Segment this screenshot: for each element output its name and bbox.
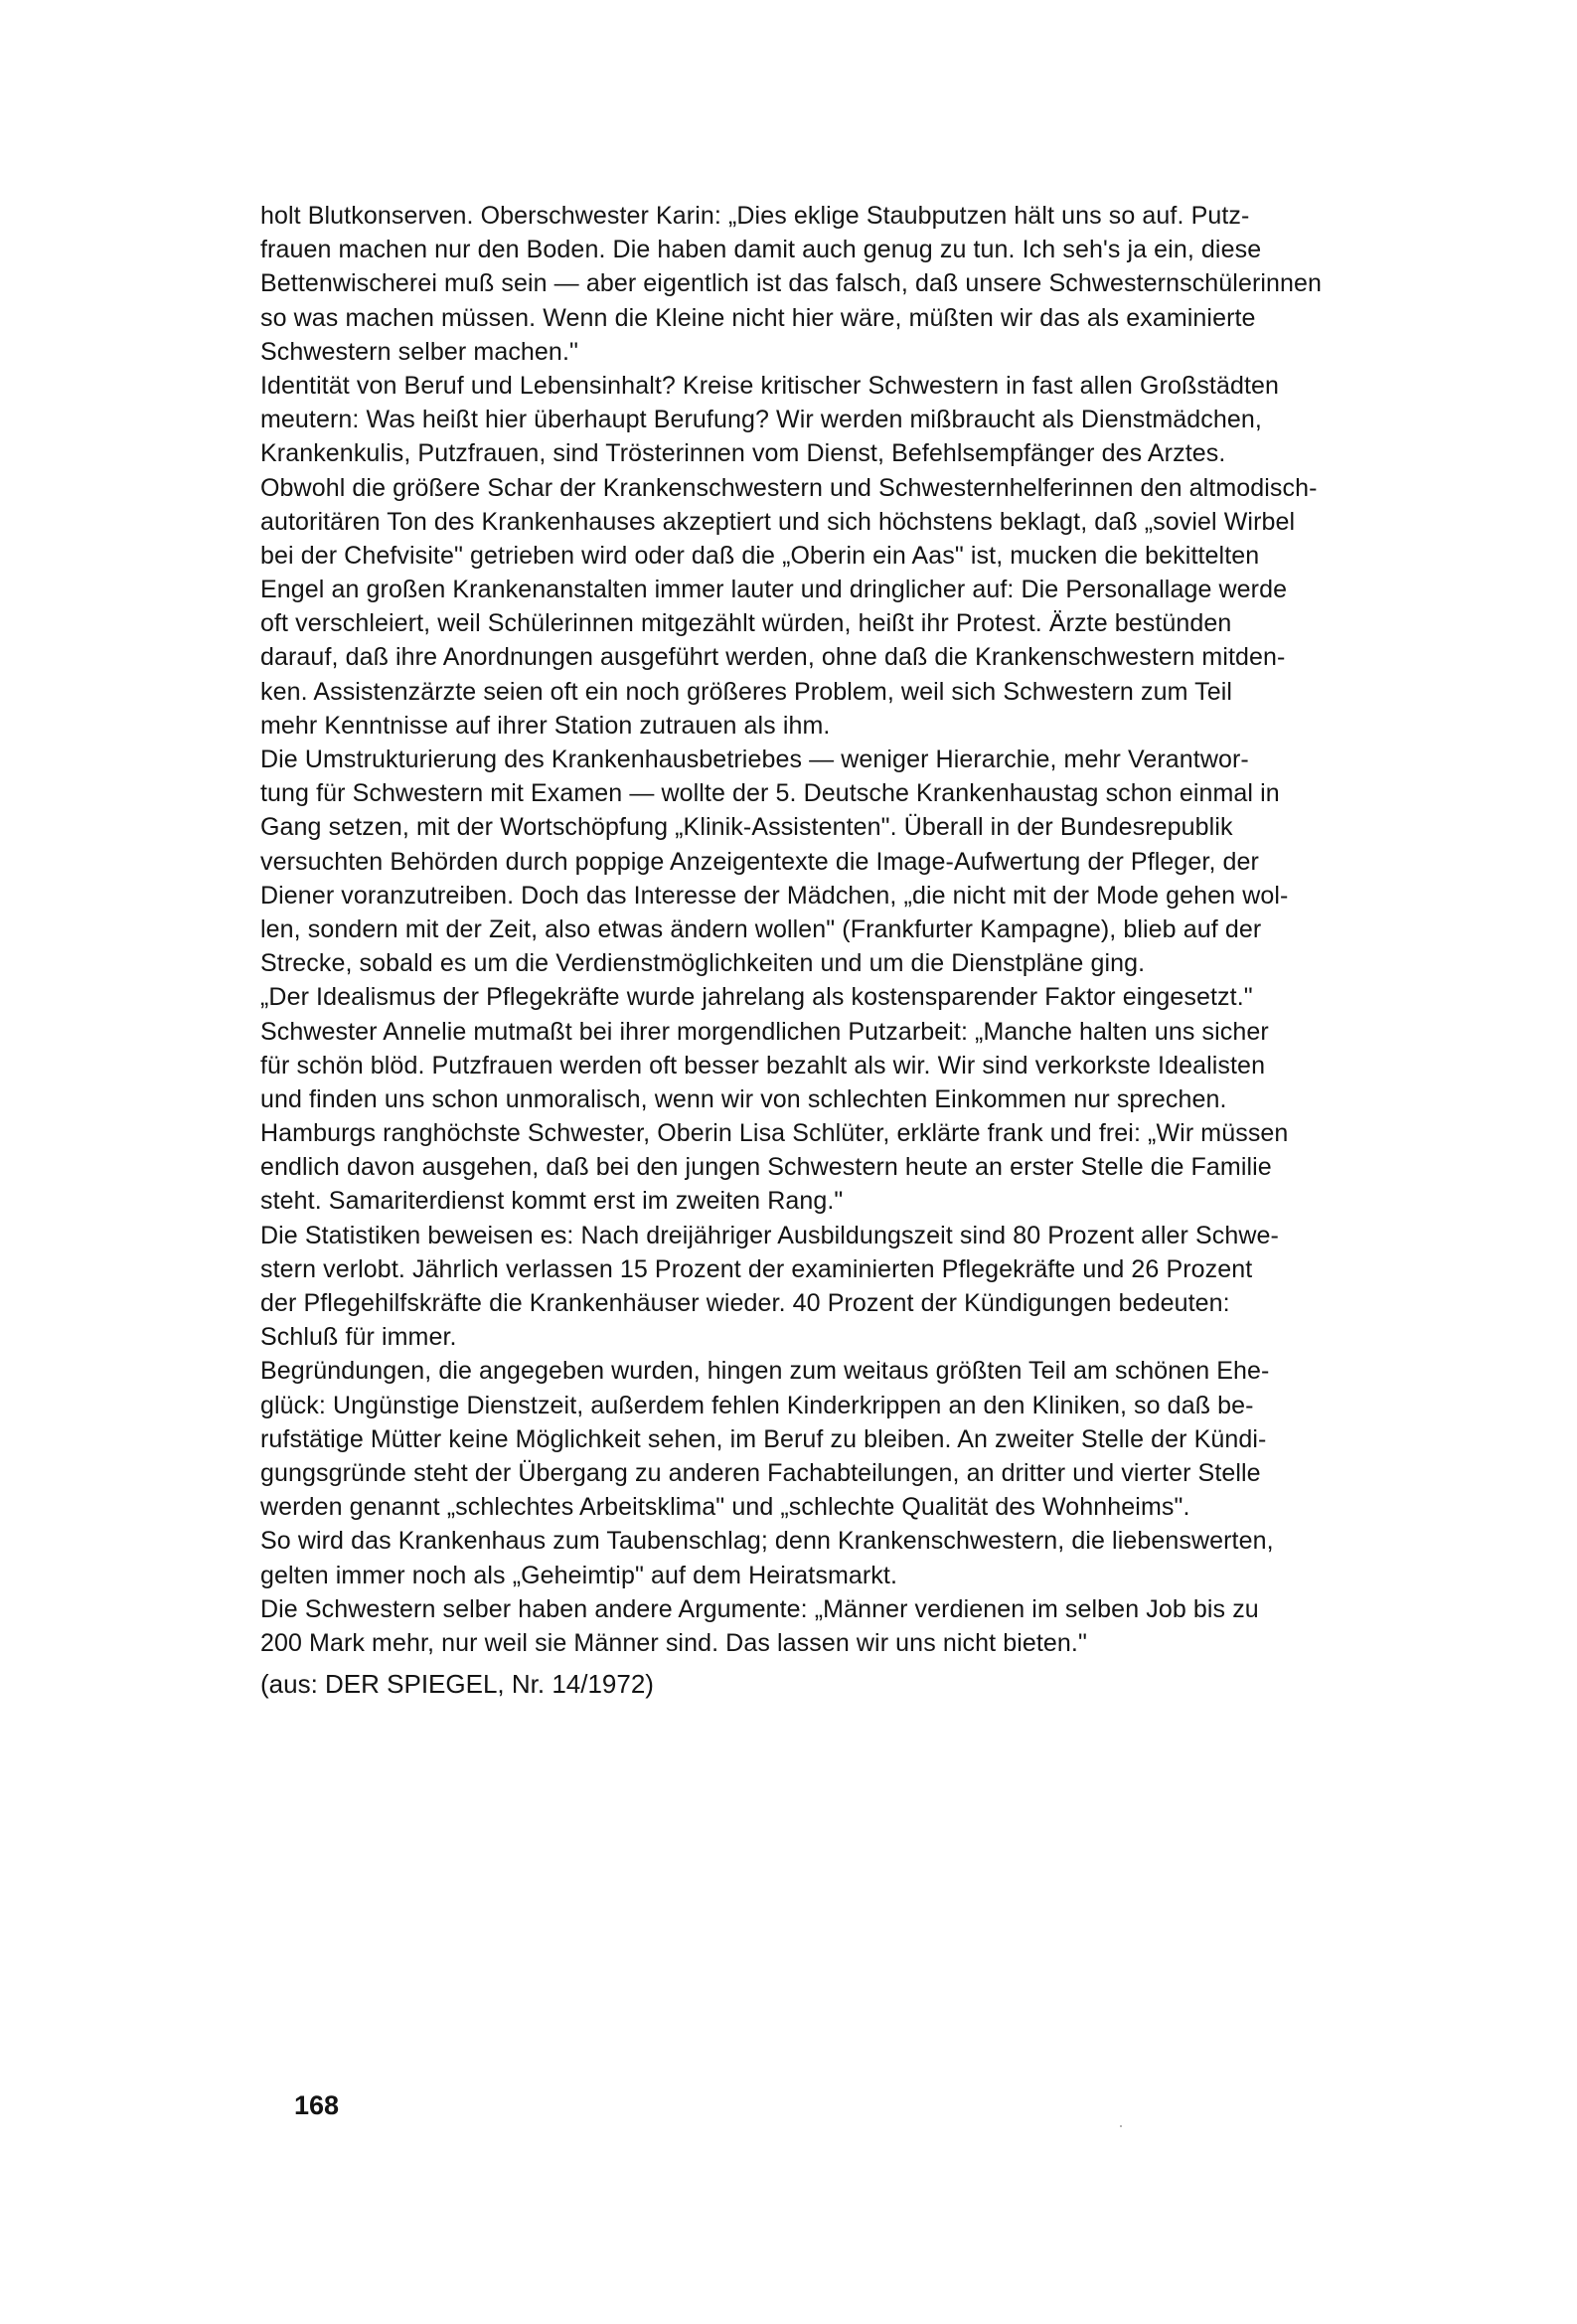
text-line: „Der Idealismus der Pflegekräfte wurde jahrelang als kostensparender Faktor eingesetzt.": [260, 983, 1253, 1012]
text-line: tung für Schwestern mit Examen — wollte der 5. Deutsche Krankenhaustag schon einmal in: [260, 779, 1280, 808]
text-line: der Pflegehilfskräfte die Krankenhäuser wieder. 40 Prozent der Kündigungen bedeuten:: [260, 1289, 1230, 1317]
text-line: so was machen müssen. Wenn die Kleine nicht hier wäre, müßten wir das als examinierte: [260, 303, 1256, 332]
text-line: mehr Kenntnisse auf ihrer Station zutrauen als ihm.: [260, 711, 831, 740]
article-text: [260, 199, 1502, 1702]
text-line: frauen machen nur den Boden. Die haben damit auch genug zu tun. Ich seh's ja ein, diese: [260, 236, 1262, 264]
text-line: Gang setzen, mit der Wortschöpfung „Klinik-Assistenten". Überall in der Bundesrepublik: [260, 813, 1233, 842]
text-line: Diener voranzutreiben. Doch das Interesse der Mädchen, „die nicht mit der Mode gehen wol-: [260, 881, 1289, 910]
source-citation: (aus: DER SPIEGEL, Nr. 14/1972): [260, 1669, 654, 1700]
text-line: Die Schwestern selber haben andere Argumente: „Männer verdienen im selben Job bis zu: [260, 1594, 1259, 1623]
text-line: Begründungen, die angegeben wurden, hingen zum weitaus größten Teil am schönen Ehe-: [260, 1357, 1270, 1386]
text-line: meutern: Was heißt hier überhaupt Berufung? Wir werden mißbraucht als Dienstmädchen,: [260, 406, 1262, 434]
text-line: darauf, daß ihre Anordnungen ausgeführt werden, ohne daß die Krankenschwestern mitden-: [260, 643, 1286, 672]
text-line: autoritären Ton des Krankenhauses akzeptiert und sich höchstens beklagt, daß „soviel Wirbel: [260, 507, 1296, 536]
text-line: So wird das Krankenhaus zum Taubenschlag; denn Krankenschwestern, die liebenswerten,: [260, 1527, 1274, 1556]
text-line: holt Blutkonserven. Oberschwester Karin: „Dies eklige Staubputzen hält uns so auf. Putz-: [260, 202, 1250, 230]
text-line: werden genannt „schlechtes Arbeitsklima" und „schlechte Qualität des Wohnheims".: [260, 1493, 1190, 1522]
text-line: rufstätige Mütter keine Möglichkeit sehen, im Beruf zu bleiben. An zweiter Stelle der Kündi-: [260, 1424, 1267, 1453]
text-line: Schwestern selber machen.": [260, 337, 578, 366]
page-number: 168: [294, 2090, 340, 2120]
text-line: Schwester Annelie mutmaßt bei ihrer morgendlichen Putzarbeit: „Manche halten uns sicher: [260, 1017, 1269, 1046]
text-line: Obwohl die größere Schar der Krankenschwestern und Schwesternhelferinnen den altmodisch-: [260, 473, 1318, 502]
text-line: Identität von Beruf und Lebensinhalt? Kreise kritischer Schwestern in fast allen Großstädten: [260, 371, 1280, 400]
text-line: Schluß für immer.: [260, 1323, 457, 1352]
text-line: Hamburgs ranghöchste Schwester, Oberin Lisa Schlüter, erklärte frank und frei: „Wir müssen: [260, 1119, 1289, 1148]
text-line: Die Umstrukturierung des Krankenhausbetriebes — weniger Hierarchie, mehr Verantwor-: [260, 746, 1249, 773]
text-line: glück: Ungünstige Dienstzeit, außerdem fehlen Kinderkrippen an den Kliniken, so daß be-: [260, 1391, 1254, 1419]
text-line: Die Statistiken beweisen es: Nach dreijähriger Ausbildungszeit sind 80 Prozent aller Schwe-: [260, 1221, 1279, 1249]
text-line: endlich davon ausgehen, daß bei den jungen Schwestern heute an erster Stelle die Familie: [260, 1153, 1272, 1182]
text-line: oft verschleiert, weil Schülerinnen mitgezählt würden, heißt ihr Protest. Ärzte bestünden: [260, 609, 1232, 638]
text-line: stern verlobt. Jährlich verlassen 15 Prozent der examinierten Pflegekräfte und 26 Prozent: [260, 1254, 1253, 1283]
text-line: steht. Samariterdienst kommt erst im zweiten Rang.": [260, 1187, 844, 1216]
text-line: für schön blöd. Putzfrauen werden oft besser bezahlt als wir. Wir sind verkorkste Idealisten: [260, 1051, 1266, 1079]
text-line: Strecke, sobald es um die Verdienstmöglichkeiten und um die Dienstpläne ging.: [260, 949, 1146, 978]
text-line: und finden uns schon unmoralisch, wenn wir von schlechten Einkommen nur sprechen.: [260, 1084, 1227, 1113]
text-line: Bettenwischerei muß sein — aber eigentlich ist das falsch, daß unsere Schwesternschülerinnen: [260, 269, 1323, 298]
text-line: versuchten Behörden durch poppige Anzeigentexte die Image-Aufwertung der Pfleger, der: [260, 847, 1259, 876]
text-line: bei der Chefvisite" getrieben wird oder daß die „Oberin ein Aas" ist, mucken die bekittelten: [260, 541, 1260, 570]
text-line: Engel an großen Krankenanstalten immer lauter und dringlicher auf: Die Personallage werde: [260, 576, 1288, 604]
text-line: gungsgründe steht der Übergang zu anderen Fachabteilungen, an dritter und vierter Stelle: [260, 1458, 1261, 1487]
text-line: ken. Assistenzärzte seien oft ein noch größeres Problem, weil sich Schwestern zum Teil: [260, 677, 1233, 706]
text-line: gelten immer noch als „Geheimtip" auf dem Heiratsmarkt.: [260, 1561, 897, 1589]
scan-speck: [1120, 2125, 1122, 2127]
text-line: 200 Mark mehr, nur weil sie Männer sind. Das lassen wir uns nicht bieten.": [260, 1628, 1087, 1657]
text-line: len, sondern mit der Zeit, also etwas ändern wollen" (Frankfurter Kampagne), blieb auf der: [260, 914, 1262, 943]
text-line: Krankenkulis, Putzfrauen, sind Trösterinnen vom Dienst, Befehlsempfänger des Arztes.: [260, 439, 1226, 468]
